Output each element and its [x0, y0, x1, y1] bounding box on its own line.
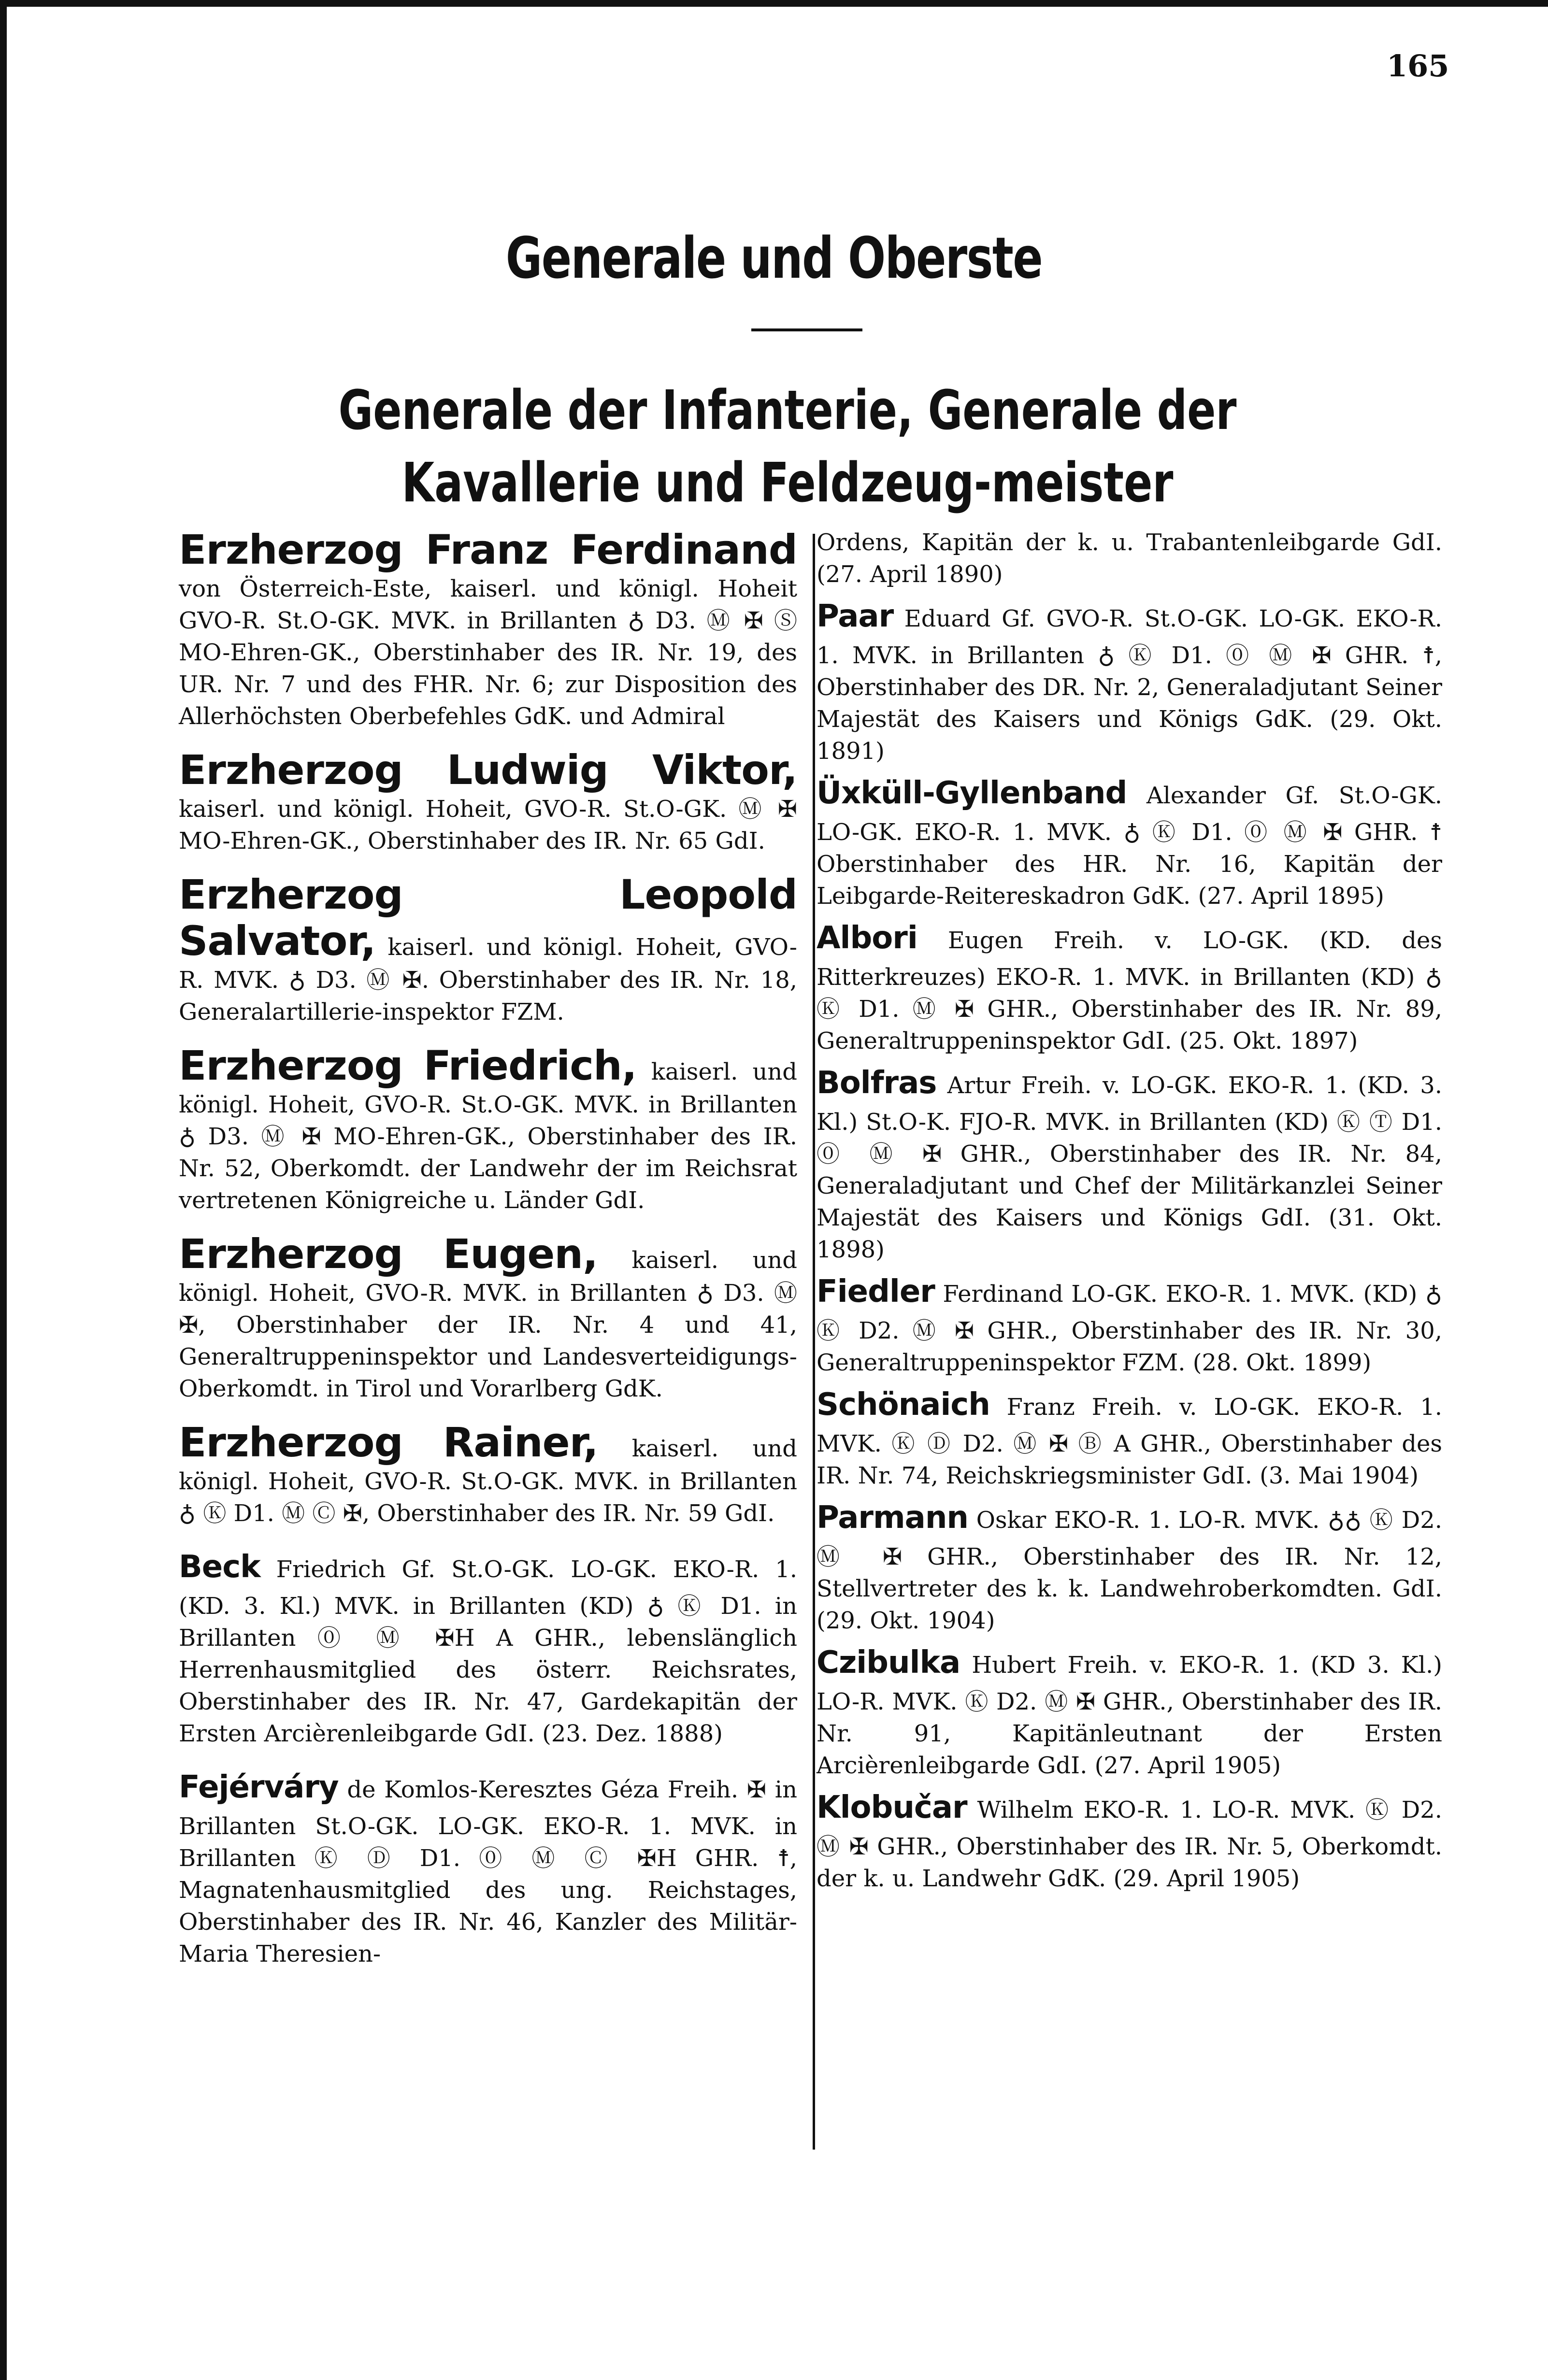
- entry-text: Eugen Freih. v. LO-GK. (KD. des Ritterkreuzes) EKO-R. 1. MVK. in Brillanten (KD) ♁ Ⓚ D1. Ⓜ ✠ GHR., Oberstinhaber des IR. Nr. 89, Generaltruppeninspektor GdI. (25. Okt. 1897): [817, 927, 1442, 1055]
- entry-name: Erzherzog Friedrich,: [179, 1042, 637, 1089]
- entry-name: Schönaich: [817, 1387, 990, 1423]
- entry-text: Ferdinand LO-GK. EKO-R. 1. MVK. (KD) ♁ Ⓚ D2. Ⓜ ✠ GHR., Oberstinhaber des IR. Nr. 30, Generaltruppeninspektor FZM. (28. Okt. 1899): [817, 1281, 1442, 1376]
- entry-name: Erzherzog Ludwig Viktor,: [179, 746, 797, 794]
- list-item: [179, 747, 797, 857]
- entry-text: Oskar EKO-R. 1. LO-R. MVK. ♁♁ Ⓚ D2. Ⓜ ✠ GHR., Oberstinhaber des IR. Nr. 12, Stellvertreter des k. k. Landwehroberkomdten. GdI. (29. Okt. 1904): [817, 1507, 1442, 1634]
- entry-text: kaiserl. und königl. Hoheit, GVO-R. St.O-GK. MVK. in Brillanten ♁ Ⓚ D1. Ⓜ Ⓒ ✠, Oberstinhaber des IR. Nr. 59 GdI.: [179, 1435, 798, 1527]
- entry-text: kaiserl. und königl. Hoheit, GVO-R. St.O-GK. Ⓜ ✠ MO-Ehren-GK., Oberstinhaber des IR. Nr. 65 GdI.: [179, 796, 797, 855]
- entry-text: kaiserl. und königl. Hoheit, GVO-R. MVK. in Brillanten ♁ D3. Ⓜ ✠, Oberstinhaber der IR. Nr. 4 und 41, Generaltruppeninspektor und Landesverteidigungs-Oberkomdt. in Tirol und Vorarlberg GdK.: [179, 1247, 798, 1402]
- list-item: [179, 1042, 797, 1216]
- entry-text: de Komlos-Keresztes Géza Freih. ✠ in Brillanten St.O-GK. LO-GK. EKO-R. 1. MVK. in Brillanten Ⓚ Ⓓ D1. ⓪ Ⓜ Ⓒ ✠H GHR. ☨, Magnatenhausmitglied des ung. Reichstages, Oberstinhaber des IR. Nr. 46, Kanzler des Militär-Maria Theresien-: [179, 1776, 798, 1967]
- entry-text: Wilhelm EKO-R. 1. LO-R. MVK. Ⓚ D2. Ⓜ ✠ GHR., Oberstinhaber des IR. Nr. 5, Oberkomdt. der k. u. Landwehr GdK. (29. April 1905): [817, 1796, 1442, 1892]
- list-item: [817, 1639, 1442, 1781]
- entry-text: Friedrich Gf. St.O-GK. LO-GK. EKO-R. 1. (KD. 3. Kl.) MVK. in Brillanten (KD) ♁ Ⓚ D1. in Brillanten ⓪ Ⓜ ✠H A GHR., lebenslänglich Herrenhausmitglied des österr. Reichsrates, Oberstinhaber des IR. Nr. 47, Gardekapitän der Ersten Arcièrenleibgarde GdI. (23. Dez. 1888): [179, 1556, 797, 1747]
- entry-text: kaiserl. und königl. Hoheit, GVO-R. St.O-GK. MVK. in Brillanten ♁ D3. Ⓜ ✠ MO-Ehren-GK., Oberstinhaber des IR. Nr. 52, Oberkomdt. der Landwehr der im Reichsrat vertretenen Königreiche u. Länder GdI.: [179, 1058, 797, 1214]
- list-item: [179, 1764, 797, 1970]
- entry-name: Bolfras: [817, 1065, 937, 1101]
- list-item: [817, 1382, 1442, 1492]
- entry-text: kaiserl. und königl. Hoheit, GVO-R. MVK. ♁ D3. Ⓜ ✠. Oberstinhaber des IR. Nr. 18, Generalartillerie-inspektor FZM.: [179, 934, 797, 1026]
- entry-name: Fejérváry: [179, 1769, 339, 1805]
- list-item: [817, 770, 1442, 912]
- list-item: [817, 1060, 1442, 1266]
- column-divider: [813, 534, 815, 2150]
- entry-name: Klobučar: [817, 1790, 967, 1825]
- list-item: [817, 1784, 1442, 1895]
- entry-name: Erzherzog Franz Ferdinand: [179, 526, 797, 573]
- entry-name: Beck: [179, 1549, 260, 1585]
- entry-name: Fiedler: [817, 1274, 935, 1310]
- entry-name: Czibulka: [817, 1645, 960, 1681]
- right-column: [817, 527, 1442, 1897]
- list-item: [817, 1268, 1442, 1379]
- continued-entry-text: Ordens, Kapitän der k. u. Trabantenleibgarde GdI. (27. April 1890): [817, 529, 1442, 588]
- page-number: 165: [1387, 48, 1449, 84]
- list-item: [179, 1231, 797, 1405]
- entry-name: Erzherzog Rainer,: [179, 1419, 598, 1466]
- entry-text: von Österreich-Este, kaiserl. und königl. Hoheit GVO-R. St.O-GK. MVK. in Brillanten ♁ D3. Ⓜ ✠ Ⓢ MO-Ehren-GK., Oberstinhaber des IR. Nr. 19, des UR. Nr. 7 und des FHR. Nr. 6; zur Disposition des Allerhöchsten Oberbefehles GdK. und Admiral: [179, 575, 797, 730]
- list-item: [179, 1544, 797, 1750]
- entry-name: Albori: [817, 920, 917, 956]
- page-title: Generale und Oberste: [505, 225, 1043, 291]
- entry-name: Erzherzog Eugen,: [179, 1230, 598, 1278]
- entry-text: Eduard Gf. GVO-R. St.O-GK. LO-GK. EKO-R. 1. MVK. in Brillanten ♁ Ⓚ D1. ⓪ Ⓜ ✠ GHR. ☨, Oberstinhaber des DR. Nr. 2, Generaladjutant Seiner Majestät des Kaisers und Königs GdK. (29. Okt. 1891): [817, 605, 1442, 765]
- entry-name: Parmann: [817, 1500, 968, 1536]
- list-item: [179, 1419, 797, 1529]
- entry-text: Artur Freih. v. LO-GK. EKO-R. 1. (KD. 3. Kl.) St.O-K. FJO-R. MVK. in Brillanten (KD) Ⓚ Ⓣ D1. ⓪ Ⓜ ✠ GHR., Oberstinhaber des IR. Nr. 84, Generaladjutant und Chef der Militärkanzlei Seiner Majestät des Kaisers und Königs GdI. (31. Okt. 1898): [817, 1072, 1442, 1263]
- list-item: [817, 1495, 1442, 1637]
- scan-border-left: [0, 0, 7, 2380]
- scan-border-top: [0, 0, 1548, 7]
- entry-text: Hubert Freih. v. EKO-R. 1. (KD 3. Kl.) LO-R. MVK. Ⓚ D2. Ⓜ ✠ GHR., Oberstinhaber des IR. Nr. 91, Kapitänleutnant der Ersten Arcièrenleibgarde GdI. (27. April 1905): [817, 1652, 1442, 1779]
- left-column: [179, 527, 797, 1984]
- entry-name: Erzherzog Leopold Salvator,: [179, 871, 797, 965]
- entry-name: Üxküll-Gyllenband: [817, 775, 1127, 811]
- entry-name: Paar: [817, 599, 894, 634]
- list-item: [817, 915, 1442, 1057]
- title-divider: [751, 328, 862, 331]
- list-item: [179, 527, 797, 732]
- entry-text: Alexander Gf. St.O-GK. LO-GK. EKO-R. 1. MVK. ♁ Ⓚ D1. ⓪ Ⓜ ✠ GHR. ☨ Oberstinhaber des HR. Nr. 16, Kapitän der Leibgarde-Reitereskadron GdK. (27. April 1895): [817, 782, 1442, 910]
- list-item: [179, 871, 797, 1028]
- list-item: [817, 593, 1442, 767]
- entry-text: Franz Freih. v. LO-GK. EKO-R. 1. MVK. Ⓚ Ⓓ D2. Ⓜ ✠ Ⓑ A GHR., Oberstinhaber des IR. Nr. 74, Reichskriegsminister GdI. (3. Mai 1904): [817, 1394, 1442, 1489]
- section-title: Generale der Infanterie, Generale der Kavallerie und Feldzeug-meister: [338, 379, 1237, 514]
